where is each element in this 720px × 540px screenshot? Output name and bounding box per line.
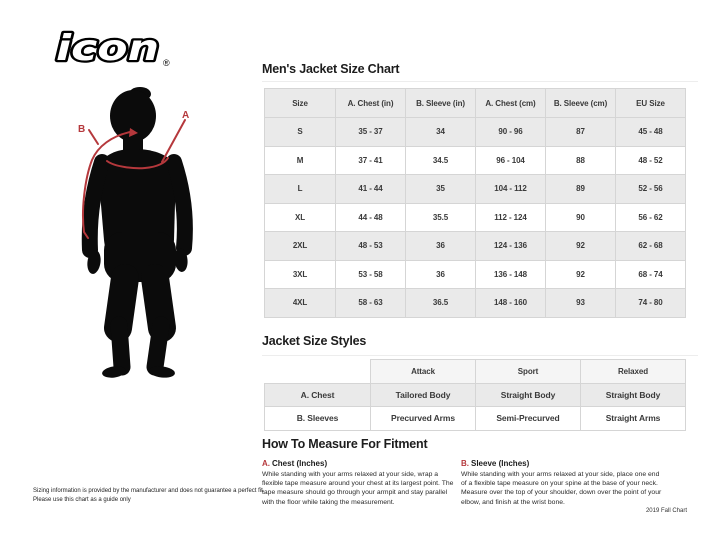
size-cell: 53 - 58: [336, 260, 406, 289]
column-header: Attack: [371, 360, 476, 384]
size-table-header-row: [265, 89, 686, 118]
size-row-3xl: [265, 260, 686, 289]
size-cell: 3XL: [265, 260, 336, 289]
size-cell: 34: [406, 118, 476, 147]
measure-chest-heading: [262, 459, 456, 468]
size-row-xl: [265, 203, 686, 232]
label-b-pointer: [89, 130, 98, 144]
size-cell: 36: [406, 232, 476, 261]
disclaimer-line-1: Sizing information is provided by the manufacturer and does not guarantee a perfect fit.: [33, 488, 265, 494]
size-cell: 87: [546, 118, 616, 147]
measure-letter-a: A.: [262, 459, 270, 468]
size-chart-title: Men's Jacket Size Chart: [262, 62, 400, 76]
size-cell: 88: [546, 146, 616, 175]
size-cell: 62 - 68: [616, 232, 686, 261]
divider: [262, 81, 698, 82]
size-cell: 124 - 136: [476, 232, 546, 261]
size-cell: 148 - 160: [476, 289, 546, 318]
size-cell: 36: [406, 260, 476, 289]
size-cell: 41 - 44: [336, 175, 406, 204]
column-header: A. Chest (cm): [476, 89, 546, 118]
style-row-chest: [265, 383, 686, 407]
size-cell: 56 - 62: [616, 203, 686, 232]
measurement-figure: [40, 70, 260, 387]
disclaimer: [33, 487, 273, 506]
size-row-m: [265, 146, 686, 175]
size-cell: 44 - 48: [336, 203, 406, 232]
size-cell: 36.5: [406, 289, 476, 318]
row-label: B. Sleeves: [265, 407, 371, 431]
label-b: B: [78, 124, 86, 135]
measure-sleeve-body: While standing with your arms relaxed at your side, place one end of a flexible tape measure on your spine at the base of your neck. Measure over the top of your shoulder, down over the point of your elbow, and finish at the wrist bone.: [461, 471, 662, 506]
measure-sleeve-section: [461, 459, 666, 507]
size-cell: 45 - 48: [616, 118, 686, 147]
size-cell: 93: [546, 289, 616, 318]
size-cell: L: [265, 175, 336, 204]
style-cell: Straight Body: [581, 383, 686, 407]
size-cell: 92: [546, 260, 616, 289]
column-header: B. Sleeve (in): [406, 89, 476, 118]
style-cell: Straight Body: [476, 383, 581, 407]
size-cell: 58 - 63: [336, 289, 406, 318]
disclaimer-line-2: Please use this chart as a guide only: [33, 497, 131, 504]
size-cell: 35: [406, 175, 476, 204]
size-cell: 92: [546, 232, 616, 261]
size-cell: 68 - 74: [616, 260, 686, 289]
column-header: A. Chest (in): [336, 89, 406, 118]
style-cell: Semi-Precurved: [476, 407, 581, 431]
column-header: Relaxed: [581, 360, 686, 384]
size-cell: 52 - 56: [616, 175, 686, 204]
row-label: A. Chest: [265, 383, 371, 407]
body-silhouette: [86, 87, 189, 379]
size-cell: 48 - 53: [336, 232, 406, 261]
size-cell: 74 - 80: [616, 289, 686, 318]
size-cell: 89: [546, 175, 616, 204]
style-chart-table: [264, 359, 686, 431]
style-table-header-row: [265, 360, 686, 384]
size-row-4xl: [265, 289, 686, 318]
style-cell: Precurved Arms: [371, 407, 476, 431]
size-cell: 35.5: [406, 203, 476, 232]
registered-mark: ®: [163, 58, 170, 68]
size-chart-table: [264, 88, 686, 318]
size-cell: 48 - 52: [616, 146, 686, 175]
style-cell: Straight Arms: [581, 407, 686, 431]
icon-logo: [53, 26, 183, 75]
size-cell: M: [265, 146, 336, 175]
measure-sleeve-heading-text: Sleeve (Inches): [471, 459, 530, 468]
icon-logo-graphic: [53, 26, 183, 70]
size-row-l: [265, 175, 686, 204]
size-cell: XL: [265, 203, 336, 232]
measure-chest-heading-text: Chest (Inches): [272, 459, 328, 468]
size-cell: 96 - 104: [476, 146, 546, 175]
size-cell: 104 - 112: [476, 175, 546, 204]
label-a: A: [182, 110, 190, 121]
blank-cell: [265, 360, 371, 384]
size-cell: 136 - 148: [476, 260, 546, 289]
style-chart-title: Jacket Size Styles: [262, 334, 367, 348]
style-cell: Tailored Body: [371, 383, 476, 407]
size-cell: 112 - 124: [476, 203, 546, 232]
measure-letter-b: B.: [461, 459, 469, 468]
body-silhouette-graphic: [40, 70, 260, 382]
column-header: Size: [265, 89, 336, 118]
howto-title: How To Measure For Fitment: [262, 437, 428, 451]
size-cell: 37 - 41: [336, 146, 406, 175]
size-row-2xl: [265, 232, 686, 261]
divider: [262, 355, 698, 356]
style-row-sleeves: [265, 407, 686, 431]
measure-sleeve-heading: [461, 459, 666, 468]
size-cell: S: [265, 118, 336, 147]
size-cell: 2XL: [265, 232, 336, 261]
size-cell: 4XL: [265, 289, 336, 318]
measure-chest-section: [262, 459, 456, 507]
size-cell: 34.5: [406, 146, 476, 175]
chart-version: 2019 Fall Chart: [645, 508, 687, 514]
size-cell: 35 - 37: [336, 118, 406, 147]
size-cell: 90 - 96: [476, 118, 546, 147]
size-cell: 90: [546, 203, 616, 232]
icon-logo-text: icon: [56, 28, 159, 69]
measure-chest-body: While standing with your arms relaxed at your side, wrap a flexible tape measure around your chest at its largest point. The tape measure should go through your armpit and stay parallel with the floor while taking the measurement.: [262, 471, 454, 506]
size-row-s: [265, 118, 686, 147]
column-header: Sport: [476, 360, 581, 384]
column-header: B. Sleeve (cm): [546, 89, 616, 118]
column-header: EU Size: [616, 89, 686, 118]
